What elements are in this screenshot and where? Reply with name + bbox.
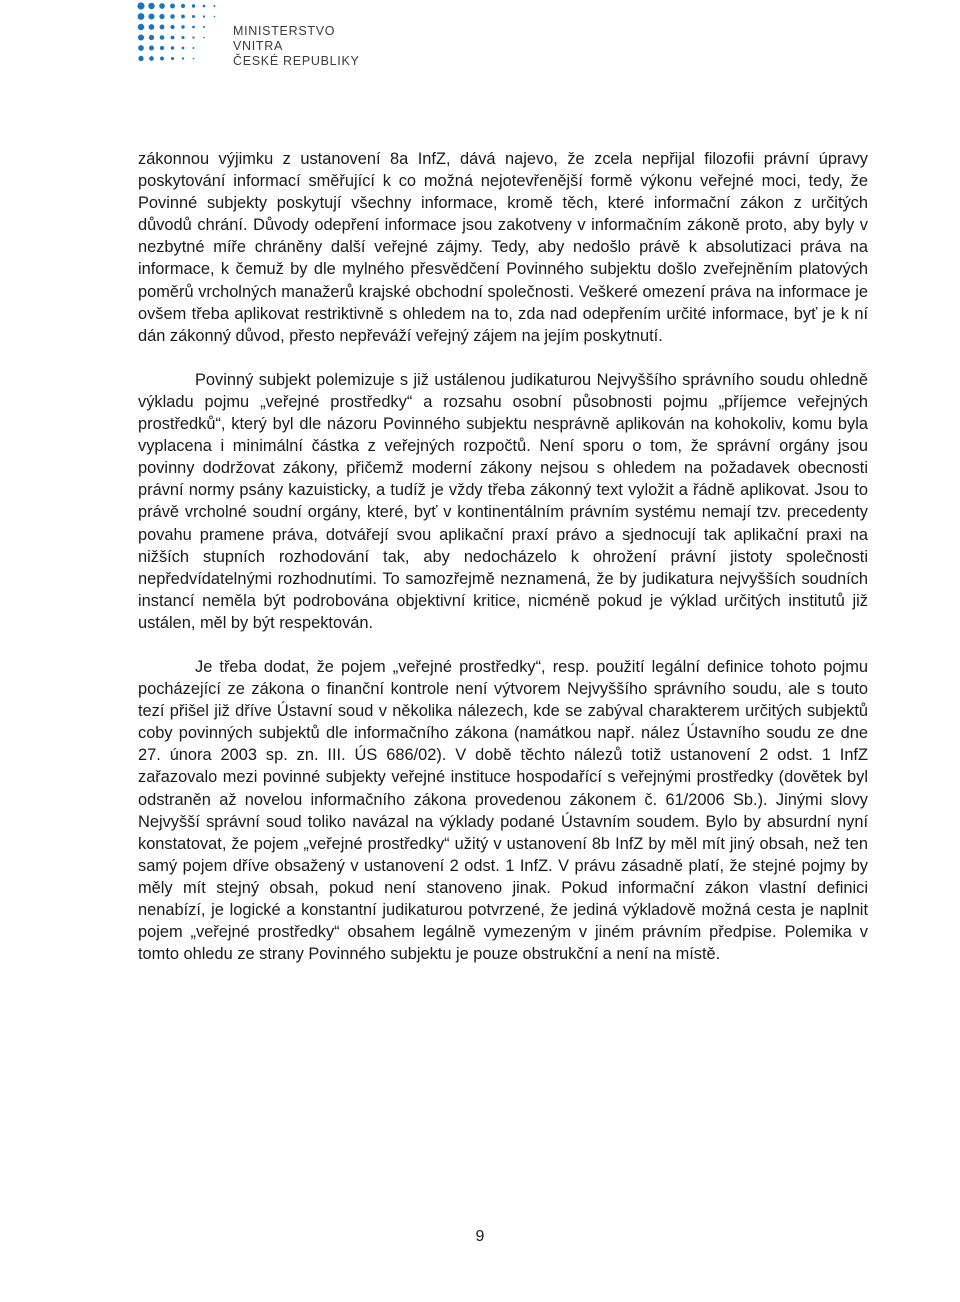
logo-dot bbox=[193, 58, 195, 60]
logo-dot bbox=[138, 13, 145, 20]
logo-dot bbox=[192, 4, 195, 7]
logo-dot bbox=[137, 2, 144, 9]
logo-dot bbox=[192, 36, 194, 38]
ministry-logo bbox=[136, 0, 376, 68]
logo-dot bbox=[170, 4, 175, 9]
logo-dot bbox=[203, 15, 205, 17]
logo-dot bbox=[171, 36, 175, 40]
logo-dot bbox=[160, 57, 164, 61]
paragraph-3: Je třeba dodat, že pojem „veřejné prostředky“, resp. použití legální definice tohoto pojmu pocházející ze zákona o finanční kontrole není výtvorem Nejvyššího správního soudu, ale s touto tezí přišel již dříve Ústavní soud v několika nálezech, kde se zabýval charakterem určitých subjektů coby povinných subjektů dle informačního zákona (namátkou např. nález Ústavního soudu ze dne 27. února 2003 sp. zn. III. ÚS 686/02). V době těchto nálezů totiž ustanovení 2 odst. 1 InfZ zařazovalo mezi povinné subjekty veřejné instituce hospodařící s veřejnými prostředky (dovětek byl odstraněn až novelou informačního zákona provedenou zákonem č. 61/2006 Sb.). Jinými slovy Nejvyšší správní soud toliko navázal na výklady podané Ústavním soudem. Bylo by absurdní nyní konstatovat, že pojem „veřejné prostředky“ užitý v ustanovení 8b InfZ by měl mít jiný obsah, než ten samý pojem dříve obsažený v ustanovení 2 odst. 1 InfZ. V právu zásadně platí, že stejné pojmy by měly mít stejný obsah, pokud není stanoveno jinak. Pokud informační zákon vlastní definici nenabízí, je logické a konstantní judikaturou potvrzené, že jediná výkladově možná cesta je naplnit pojem „veřejné prostředky“ obsahem legálně vymezeným v jiném právním předpise. Polemika v tomto ohledu ze strany Povinného subjektu je pouze obstrukční a není na místě. bbox=[138, 657, 868, 964]
logo-dot bbox=[159, 3, 165, 9]
logo-dot bbox=[138, 56, 143, 61]
paragraph-2: Povinný subjekt polemizuje s již ustálenou judikaturou Nejvyššího správního soudu ohledně výkladu pojmu „veřejné prostředky“ a rozsahu osobní působnosti pojmu „příjemce veřejných prostředků“, který byl dle názoru Povinného subjektu nesprávně aplikován na kohokoliv, komu byla vyplacena i minimální částka z veřejných rozpočtů. Není sporu o tom, že správní orgány jsou povinny dodržovat zákony, přičemž moderní zákony nejsou s ohledem na požadavek obecnosti právní normy psány kazuisticky, a tudíž je vždy třeba zákonný text vyložit a řádně aplikovat. Jsou to právě vrcholné soudní orgány, které, byť v kontinentálním právním systému nemají tzv. precedenty povahu pramene práva, dotvářejí svou aplikační praxí právo a sjednocují tak aplikační praxi na nižších stupních rozhodování tak, aby nedocházelo k ohrožení právní jistoty společnosti nepředvídatelnými rozhodnutími. To samozřejmě neznamená, že by judikatura nejvyšších soudních instancí neměla být podrobována objektivní kritice, nicméně pokud je výklad určitých institutů již ustálen, měl by být respektován. bbox=[138, 370, 868, 632]
logo-dot bbox=[160, 46, 164, 50]
logo-dot bbox=[170, 14, 175, 19]
logo-dot bbox=[138, 45, 144, 51]
document-body bbox=[138, 148, 868, 965]
logo-dot bbox=[149, 46, 154, 51]
logo-dot bbox=[181, 15, 185, 19]
logo-dot bbox=[203, 5, 206, 8]
logo-dot bbox=[170, 25, 174, 29]
logo-dot-grid-icon bbox=[136, 0, 224, 64]
logo-dot bbox=[159, 14, 164, 19]
logo-dot bbox=[181, 4, 185, 8]
logo-dot bbox=[214, 16, 216, 18]
logo-line-1: MINISTERSTVO VNITRA bbox=[233, 24, 336, 53]
page-number: 9 bbox=[475, 1228, 485, 1245]
logo-dot bbox=[203, 26, 205, 28]
logo-line-2: ČESKÉ REPUBLIKY bbox=[233, 54, 360, 68]
logo-dot bbox=[160, 25, 165, 30]
logo-dot bbox=[192, 15, 195, 18]
logo-dot bbox=[149, 35, 154, 40]
logo-dot bbox=[148, 13, 154, 19]
logo-dot bbox=[138, 24, 144, 30]
logo-dot bbox=[182, 57, 184, 59]
logo-dot bbox=[171, 57, 174, 60]
logo-dot bbox=[171, 46, 174, 49]
logo-dot bbox=[193, 47, 195, 49]
logo-text bbox=[233, 24, 376, 69]
paragraph-1: zákonnou výjimku z ustanovení 8a InfZ, dává najevo, že zcela nepřijal filozofii právní úpravy poskytování informací směřující k co možná nejotevřenější formě výkonu veřejné moci, tedy, že Povinné subjekty poskytují všechny informace, kromě těch, které informační zákon z určitých důvodů chrání. Důvody odepření informace jsou zakotveny v informačním zákoně proto, aby byly v nezbytné míře chráněny další veřejné zájmy. Tedy, aby nedošlo právě k absolutizaci práva na informace, k čemuž by dle mylného přesvědčení Povinného subjektu došlo zveřejněním platových poměrů vrcholných manažerů krajské obchodní společnosti. Veškeré omezení práva na informace je ovšem třeba aplikovat restriktivně s ohledem na to, zda nad odepřením určité informace, byť je k ní dán zákonný důvod, přesto nepřeváží veřejný zájem na jejím poskytnutí. bbox=[138, 150, 868, 345]
logo-dot bbox=[214, 5, 216, 7]
logo-dot bbox=[181, 36, 184, 39]
logo-dot bbox=[148, 3, 154, 9]
logo-dot bbox=[160, 35, 165, 40]
logo-dot bbox=[149, 56, 154, 61]
logo-dot bbox=[149, 24, 155, 30]
logo-dot bbox=[181, 25, 184, 28]
logo-dot bbox=[192, 26, 195, 29]
logo-dot bbox=[138, 34, 144, 40]
logo-dot bbox=[203, 37, 205, 39]
logo-dot bbox=[182, 47, 185, 50]
